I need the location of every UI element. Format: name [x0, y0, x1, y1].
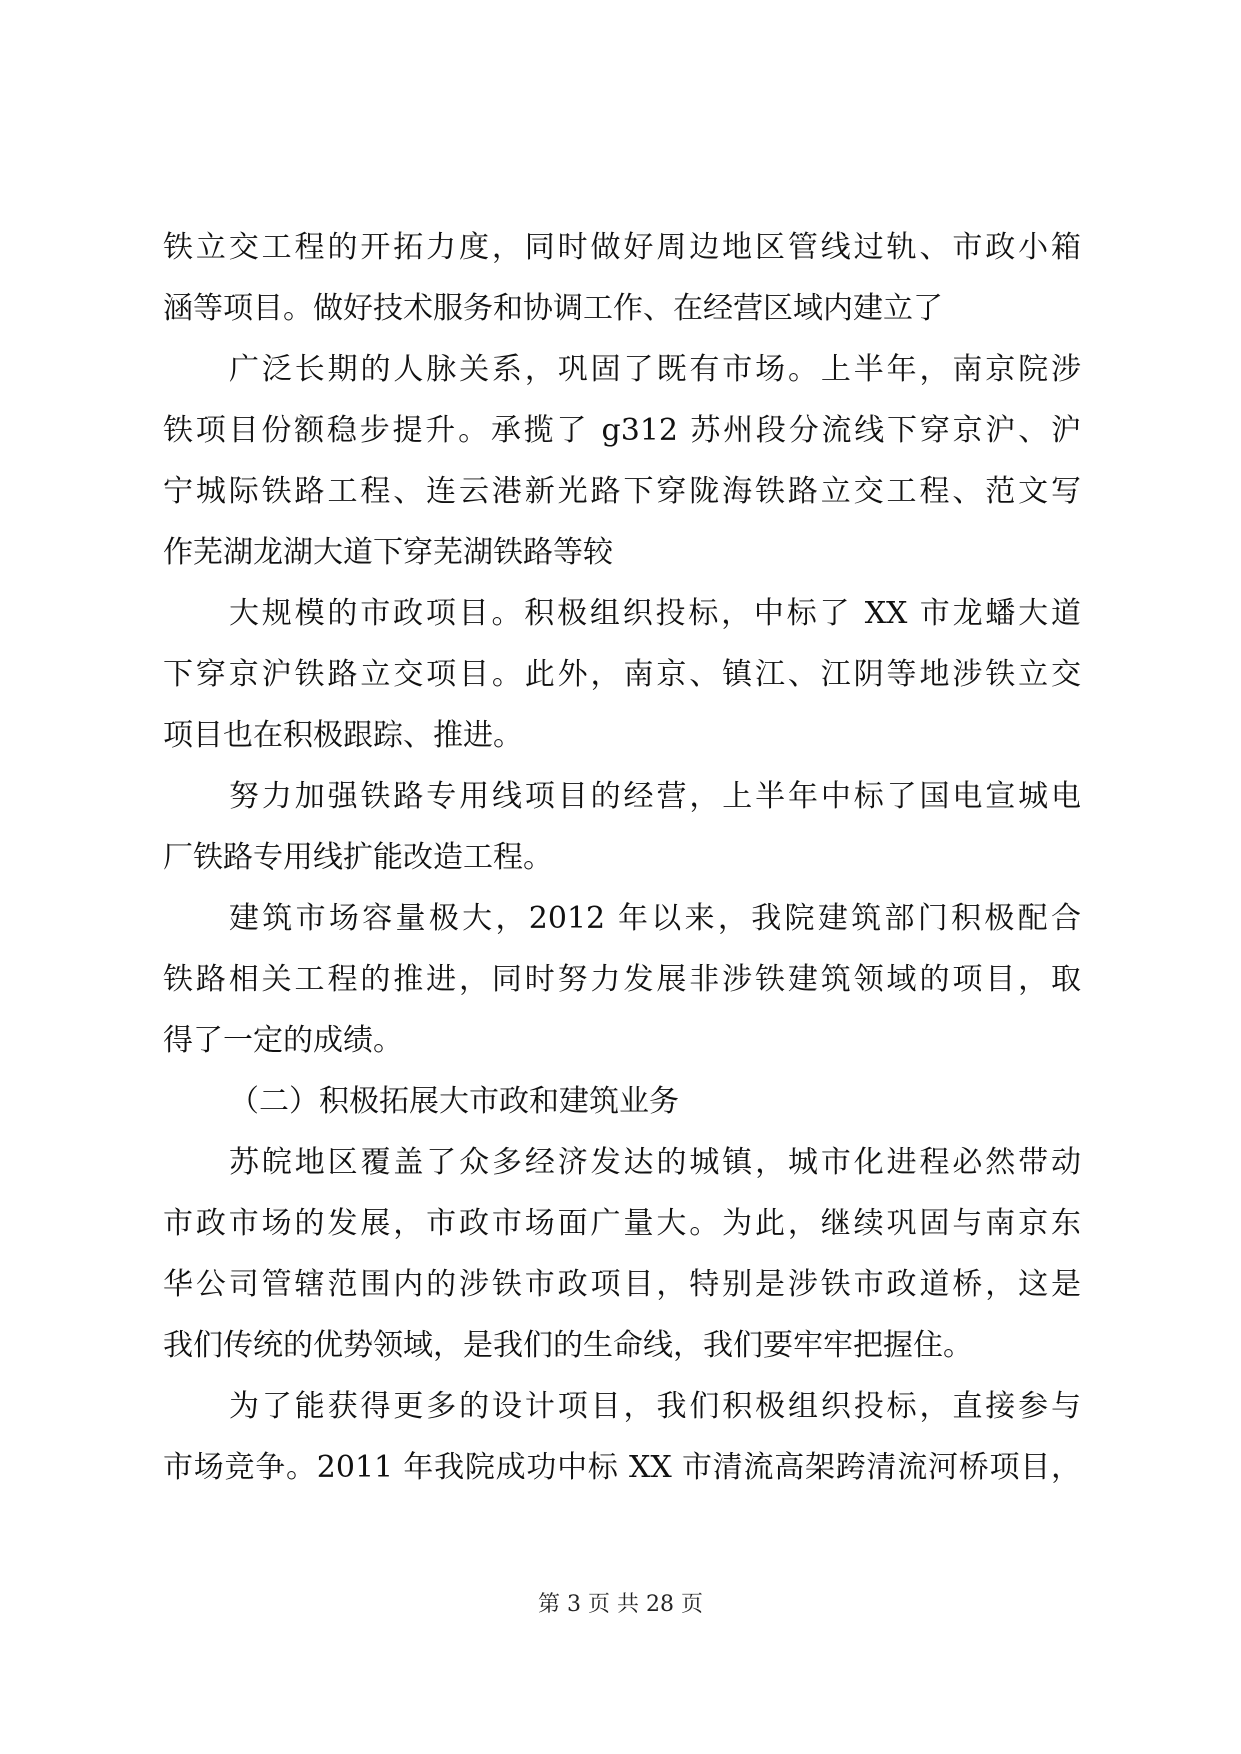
text-line: 厂铁路专用线扩能改造工程。	[163, 840, 553, 875]
text-line: 铁路相关工程的推进，同时努力发展非涉铁建筑领域的项目，取	[163, 962, 1081, 997]
text-line: 下穿京沪铁路立交项目。此外，南京、镇江、江阴等地涉铁立交	[163, 657, 1081, 692]
text-line: 我们传统的优势领域，是我们的生命线，我们要牢牢把握住。	[163, 1328, 973, 1363]
text-line: 市政市场的发展，市政市场面广量大。为此，继续巩固与南京东	[163, 1206, 1081, 1241]
text-line: 华公司管辖范围内的涉铁市政项目，特别是涉铁市政道桥，这是	[163, 1267, 1081, 1302]
text-line: 市场竞争。2011 年我院成功中标 XX 市清流高架跨清流河桥项目，	[163, 1450, 1081, 1485]
text-line: 铁立交工程的开拓力度，同时做好周边地区管线过轨、市政小箱	[163, 230, 1081, 265]
section-heading: （二）积极拓展大市政和建筑业务	[229, 1084, 679, 1119]
text-line: 大规模的市政项目。积极组织投标，中标了 XX 市龙蟠大道	[229, 596, 1081, 631]
text-line: 项目也在积极跟踪、推进。	[163, 718, 523, 753]
text-line: 铁项目份额稳步提升。承揽了 g312 苏州段分流线下穿京沪、沪	[163, 413, 1081, 448]
text-line: 涵等项目。做好技术服务和协调工作、在经营区域内建立了	[163, 291, 943, 326]
text-line: 广泛长期的人脉关系，巩固了既有市场。上半年，南京院涉	[229, 352, 1081, 387]
text-line: 为了能获得更多的设计项目，我们积极组织投标，直接参与	[229, 1389, 1081, 1424]
page-footer: 第 3 页 共 28 页	[538, 1592, 703, 1617]
text-line: 宁城际铁路工程、连云港新光路下穿陇海铁路立交工程、范文写	[163, 474, 1081, 509]
text-line: 努力加强铁路专用线项目的经营，上半年中标了国电宣城电	[229, 779, 1081, 814]
text-line: 得了一定的成绩。	[163, 1023, 403, 1058]
text-line: 作芜湖龙湖大道下穿芜湖铁路等较	[163, 535, 613, 570]
text-line: 苏皖地区覆盖了众多经济发达的城镇，城市化进程必然带动	[229, 1145, 1081, 1180]
text-line: 建筑市场容量极大，2012 年以来，我院建筑部门积极配合	[229, 901, 1081, 936]
